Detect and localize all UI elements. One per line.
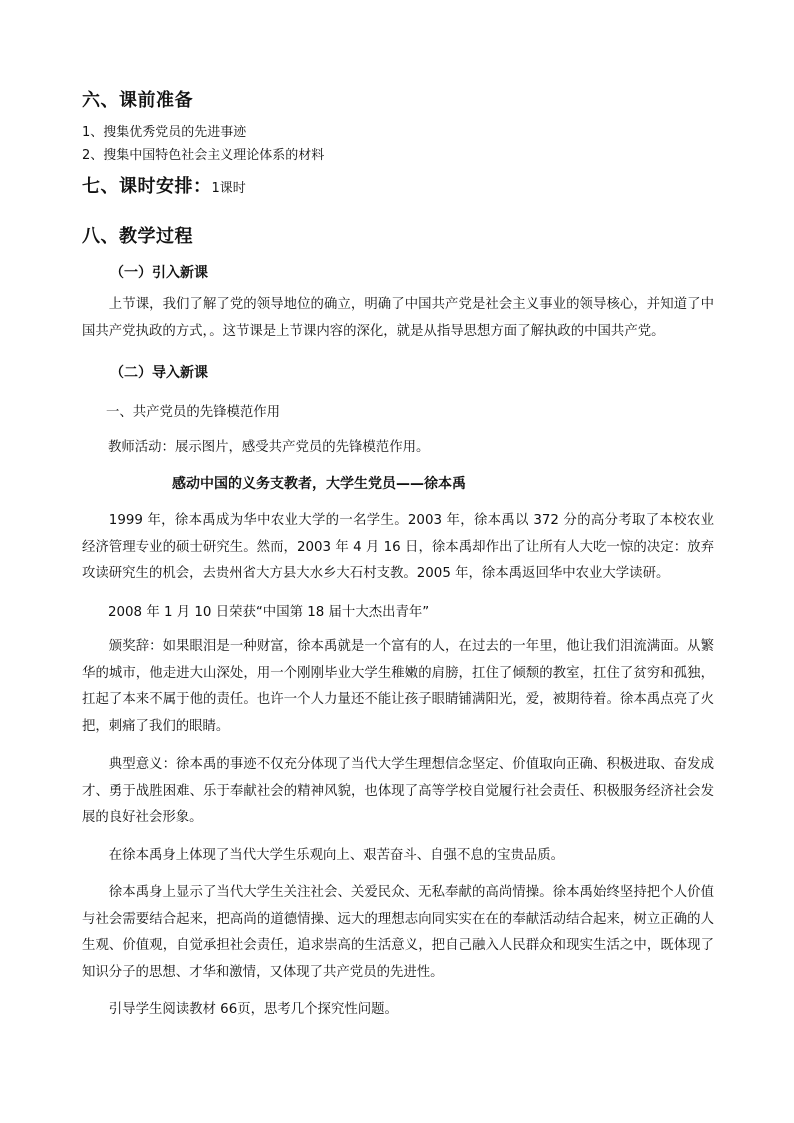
section-6-title: 六、课前准备 [82,90,193,111]
sentiment-paragraph: 徐本禹身上显示了当代大学生关注社会、关爱民众、无私奉献的高尚情操。徐本禹始终坚持把个人价值与社会需要结合起来，把高尚的道德情操、远大的理想志向同实实在在的奉献活动结合起来，树立正确的人生观、价值观，自觉承担社会责任，追求崇高的生活意义，把自己融入人民群众和现实生活之中，既体现了知识分子的思想、才华和激情，又体现了共产党员的先进性。 [82,885,714,980]
section-7-line [82,172,246,198]
part-1-text: 上节课，我们了解了党的领导地位的确立，明确了中国共产党是社会主义事业的领导核心，并知道了中国共产党执政的方式，。这节课是上节课内容的深化，就是从指导思想方面了解执政的中国共产党。 [82,297,714,339]
citation-paragraph: 颁奖辞：如果眼泪是一种财富，徐本禹就是一个富有的人，在过去的一年里，他让我们泪流满面。从繁华的城市，他走进大山深处，用一个刚刚毕业大学生稚嫩的肩膀，扛住了倾颓的教室，扛住了贫穷和孤独，扛起了本来不属于他的责任。也许一个人力量还不能让孩子眼睛铺满阳光，爱，被期待着。徐本禹点亮了火把，刺痛了我们的眼睛。 [82,639,714,734]
award-line: 2008 年 1 月 10 日荣获“中国第 18 届十大杰出青年” [108,605,430,620]
part-1-heading: （一）引入新课 [110,265,208,281]
section-7-title: 七、课时安排： [82,176,212,197]
quality-paragraph: 在徐本禹身上体现了当代大学生乐观向上、艰苦奋斗、自强不息的宝贵品质。 [108,848,565,863]
prep-item-2: 2、搜集中国特色社会主义理论体系的材料 [82,148,325,163]
story-paragraph-1999: 1999 年，徐本禹成为华中农业大学的一名学生。2003 年，徐本禹以 372 分的高分考取了本校农业经济管理专业的硕士研究生。然而，2003 年 4 月 16 日，徐本禹却作出了让所有人大吃一惊的决定：放弃攻读研究生的机会，去贵州省大方县大水乡大石村支教。2005 年，徐本禹返回华中农业大学读研。 [82,513,714,581]
class-hours: 1课时 [211,181,246,196]
story-title: 感动中国的义务支教者，大学生党员——徐本禹 [172,476,466,492]
subsection-title: 一、共产党员的先锋模范作用 [106,405,281,420]
part-2-heading: （二）导入新课 [110,365,208,381]
guide-paragraph: 引导学生阅读教材 66页，思考几个探究性问题。 [108,1002,398,1017]
prep-item-1: 1、搜集优秀党员的先进事迹 [82,125,247,140]
meaning-paragraph: 典型意义：徐本禹的事迹不仅充分体现了当代大学生理想信念坚定、价值取向正确、积极进取、奋发成才、勇于战胜困难、乐于奉献社会的精神风貌，也体现了高等学校自觉履行社会责任、积极服务经济社会发展的良好社会形象。 [82,757,714,825]
teacher-activity: 教师活动：展示图片，感受共产党员的先锋模范作用。 [108,440,430,455]
section-8-title: 八、教学过程 [82,226,193,247]
